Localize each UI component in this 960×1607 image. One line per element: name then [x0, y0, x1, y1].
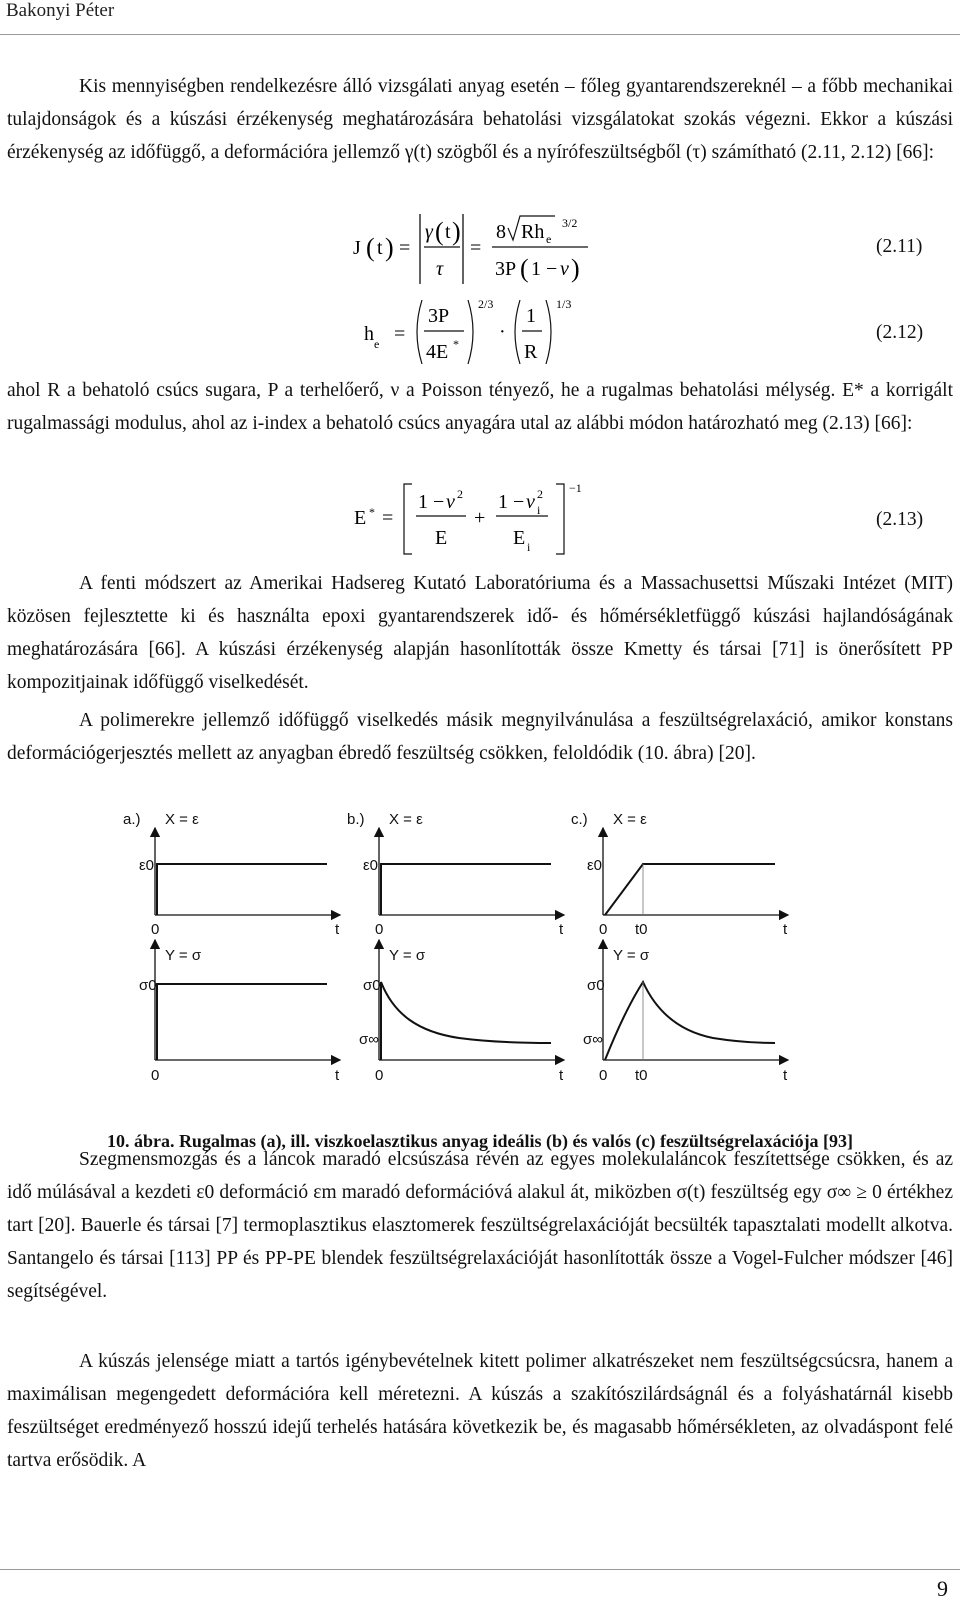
svg-text:): ): [452, 217, 461, 246]
svg-text:*: *: [453, 337, 459, 351]
svg-text:=: =: [394, 323, 406, 345]
paragraph-3: [7, 567, 953, 699]
paragraph-2: [7, 374, 953, 440]
svg-text:=: =: [470, 237, 482, 259]
svg-text:h: h: [364, 323, 374, 345]
svg-text:1 −: 1 −: [418, 491, 445, 513]
svg-text:(: (: [520, 254, 529, 283]
panel-c-t0-bottom: t0: [635, 1067, 648, 1084]
svg-text:+: +: [474, 507, 486, 529]
figure-panel-c: [571, 811, 788, 1084]
equation-2-13: [350, 476, 610, 560]
svg-text:4E: 4E: [426, 341, 449, 363]
svg-text:1 −: 1 −: [531, 258, 558, 280]
panel-c-zero-bottom: 0: [599, 1067, 608, 1084]
running-header-author: Bakonyi Péter: [6, 0, 115, 21]
panel-c-eps0: ε0: [587, 857, 603, 874]
svg-text:e: e: [546, 232, 552, 246]
panel-b-zero-top: 0: [375, 921, 384, 938]
panel-b-siginf: σ∞: [359, 1031, 379, 1048]
panel-a-sig0: σ0: [139, 977, 157, 994]
equation-number-2-13: (2.13): [876, 509, 924, 530]
svg-text:8: 8: [496, 221, 506, 243]
svg-text:E: E: [354, 507, 367, 529]
svg-text:ν: ν: [526, 491, 535, 513]
svg-text:): ): [385, 233, 394, 262]
svg-text:i: i: [537, 503, 541, 517]
panel-a-zero-bottom: 0: [151, 1067, 160, 1084]
svg-text:J: J: [353, 237, 361, 259]
figure-panel-b: [347, 811, 564, 1084]
paragraph-5-text: Szegmensmozgás és a láncok maradó elcsúszása révén az egyes molekulaláncok feszítettsége csökken, és az idő múlásával a kezdeti ε0 deformáció εm maradó deformációvá alakul át, miközben σ(t) feszültség egy σ∞ ≥ 0 értékhez tart [20]. Bauerle és társai [7] termoplasztikus elasztomerek feszültségrelaxációját becsülték tapasztalati modellt alkotva. Santangelo és társai [113] PP és PP-PE blendek feszültségrelaxációját hasonlították össze a Vogel-Fulcher módszer [46] segítségével.: [7, 1149, 953, 1302]
panel-c-stress-eq: Y = σ: [613, 947, 650, 964]
svg-text:3P: 3P: [428, 305, 450, 327]
svg-text:*: *: [369, 505, 375, 519]
equation-number-2-11: (2.11): [876, 236, 923, 257]
svg-text:i: i: [527, 540, 531, 554]
panel-c-strain-eq: X = ε: [613, 811, 647, 828]
panel-a-zero-top: 0: [151, 921, 160, 938]
paragraph-5: [7, 1143, 953, 1308]
panel-a-strain-eq: X = ε: [165, 811, 199, 828]
svg-text:(: (: [366, 233, 375, 262]
panel-b-sig0: σ0: [363, 977, 381, 994]
panel-c-sig0: σ0: [587, 977, 605, 994]
paragraph-6-text: A kúszás jelensége miatt a tartós igénybevételnek kitett polimer alkatrészeket nem feszültségcsúcsra, hanem a maximálisan megengedett deformációra kell méretezni. A kúszás a szakítószilárdságnál és a folyáshatárnál kisebb feszültséget eredményező hosszú idejű terhelés hatására következik be, és magasabb hőmérsékleten, az olvadáspont felé tartva erősödik. A: [7, 1351, 953, 1471]
panel-a-label: a.): [123, 811, 141, 828]
svg-text:=: =: [399, 237, 411, 259]
equation-number-2-12: (2.12): [876, 322, 924, 343]
svg-text:1/3: 1/3: [556, 297, 572, 311]
svg-text:·: ·: [499, 321, 506, 343]
svg-text:ν: ν: [446, 491, 455, 513]
svg-text:3P: 3P: [495, 258, 517, 280]
paragraph-6: [7, 1345, 953, 1477]
paragraph-1-text: Kis mennyiségben rendelkezésre álló vizsgálati anyag esetén – főleg gyantarendszereknél – a főbb mechanikai tulajdonságok és a kúszási érzékenység meghatározására behatolási vizsgálatokat szokás végezni. Ekkor a kúszási érzékenység az időfüggő, a deformációra jellemző γ(t) szögből és a nyírófeszültségből (τ) számítható (2.11, 2.12) [66]:: [7, 76, 953, 163]
svg-text:(: (: [435, 217, 444, 246]
paragraph-3-text: A fenti módszert az Amerikai Hadsereg Kutató Laboratóriuma és a Massachusettsi Műszaki Intézet (MIT) közösen fejlesztette ki és használta epoxi gyantarendszerek idő- és hőmérsékletfüggő kúszási hajlandóságának meghatározására [66]. A kúszási érzékenység alapján hasonlították össze Kmetty és társai [71] is önerősített PP kompozitjainak időfüggő viselkedését.: [7, 573, 953, 693]
svg-text:2/3: 2/3: [478, 297, 494, 311]
paragraph-4-text: A polimerekre jellemző időfüggő viselkedés másik megnyilvánulása a feszültségrelaxáció, amikor konstans deformációgerjesztés mellett az anyagban ébredő feszültség csökken, feloldódik (10. ábra) [20].: [7, 710, 953, 764]
panel-c-t-bottom: t: [783, 1067, 788, 1084]
paragraph-4: [7, 704, 953, 770]
panel-b-t-bottom: t: [559, 1067, 564, 1084]
equation-2-11: [350, 210, 610, 290]
panel-c-siginf: σ∞: [583, 1031, 603, 1048]
svg-text:t: t: [377, 237, 383, 259]
figure-caption: 10. ábra. Rugalmas (a), ill. viszkoelasztikus anyag ideális (b) és valós (c) feszültségrelaxációja [93]: [106, 1131, 854, 1151]
panel-c-zero-top: 0: [599, 921, 608, 938]
panel-c-label: c.): [571, 811, 588, 828]
svg-text:Rh: Rh: [521, 221, 545, 243]
panel-b-zero-bottom: 0: [375, 1067, 384, 1084]
panel-a-eps0: ε0: [139, 857, 155, 874]
panel-a-t-bottom: t: [335, 1067, 340, 1084]
panel-c-t0-top: t0: [635, 921, 648, 938]
panel-b-label: b.): [347, 811, 365, 828]
equation-2-12: [360, 292, 600, 372]
paragraph-2-text: ahol R a behatoló csúcs sugara, P a terhelőerő, ν a Poisson tényező, he a rugalmas behatolási mélység. E* a korrigált rugalmassági modulus, ahol az i-index a behatoló csúcs anyagára utal az alábbi módon határozható meg (2.13) [66]:: [7, 380, 953, 434]
svg-text:2: 2: [457, 487, 463, 501]
svg-text:E: E: [513, 527, 526, 549]
panel-b-t-top: t: [559, 921, 564, 938]
svg-text:): ): [571, 254, 580, 283]
svg-text:e: e: [374, 337, 380, 351]
svg-text:ν: ν: [560, 258, 569, 280]
svg-text:E: E: [435, 527, 448, 549]
svg-text:t: t: [445, 221, 451, 243]
svg-text:−1: −1: [569, 481, 582, 495]
header-divider: [0, 34, 960, 35]
panel-c-t-top: t: [783, 921, 788, 938]
figure-10-stress-relaxation: [115, 811, 815, 1090]
page-number: 9: [937, 1576, 948, 1601]
panel-a-t-top: t: [335, 921, 340, 938]
svg-text:3/2: 3/2: [562, 216, 578, 230]
panel-a-stress-eq: Y = σ: [165, 947, 202, 964]
figure-panel-a: [123, 811, 340, 1084]
panel-b-strain-eq: X = ε: [389, 811, 423, 828]
svg-text:τ: τ: [436, 258, 444, 280]
panel-b-eps0: ε0: [363, 857, 379, 874]
svg-text:1: 1: [526, 305, 536, 327]
footer-divider: [0, 1569, 960, 1570]
paragraph-1: [7, 70, 953, 169]
svg-text:1 −: 1 −: [498, 491, 525, 513]
svg-text:R: R: [524, 341, 538, 363]
svg-text:γ: γ: [425, 221, 433, 243]
svg-text:2: 2: [537, 487, 543, 501]
svg-text:=: =: [382, 507, 394, 529]
panel-b-stress-eq: Y = σ: [389, 947, 426, 964]
